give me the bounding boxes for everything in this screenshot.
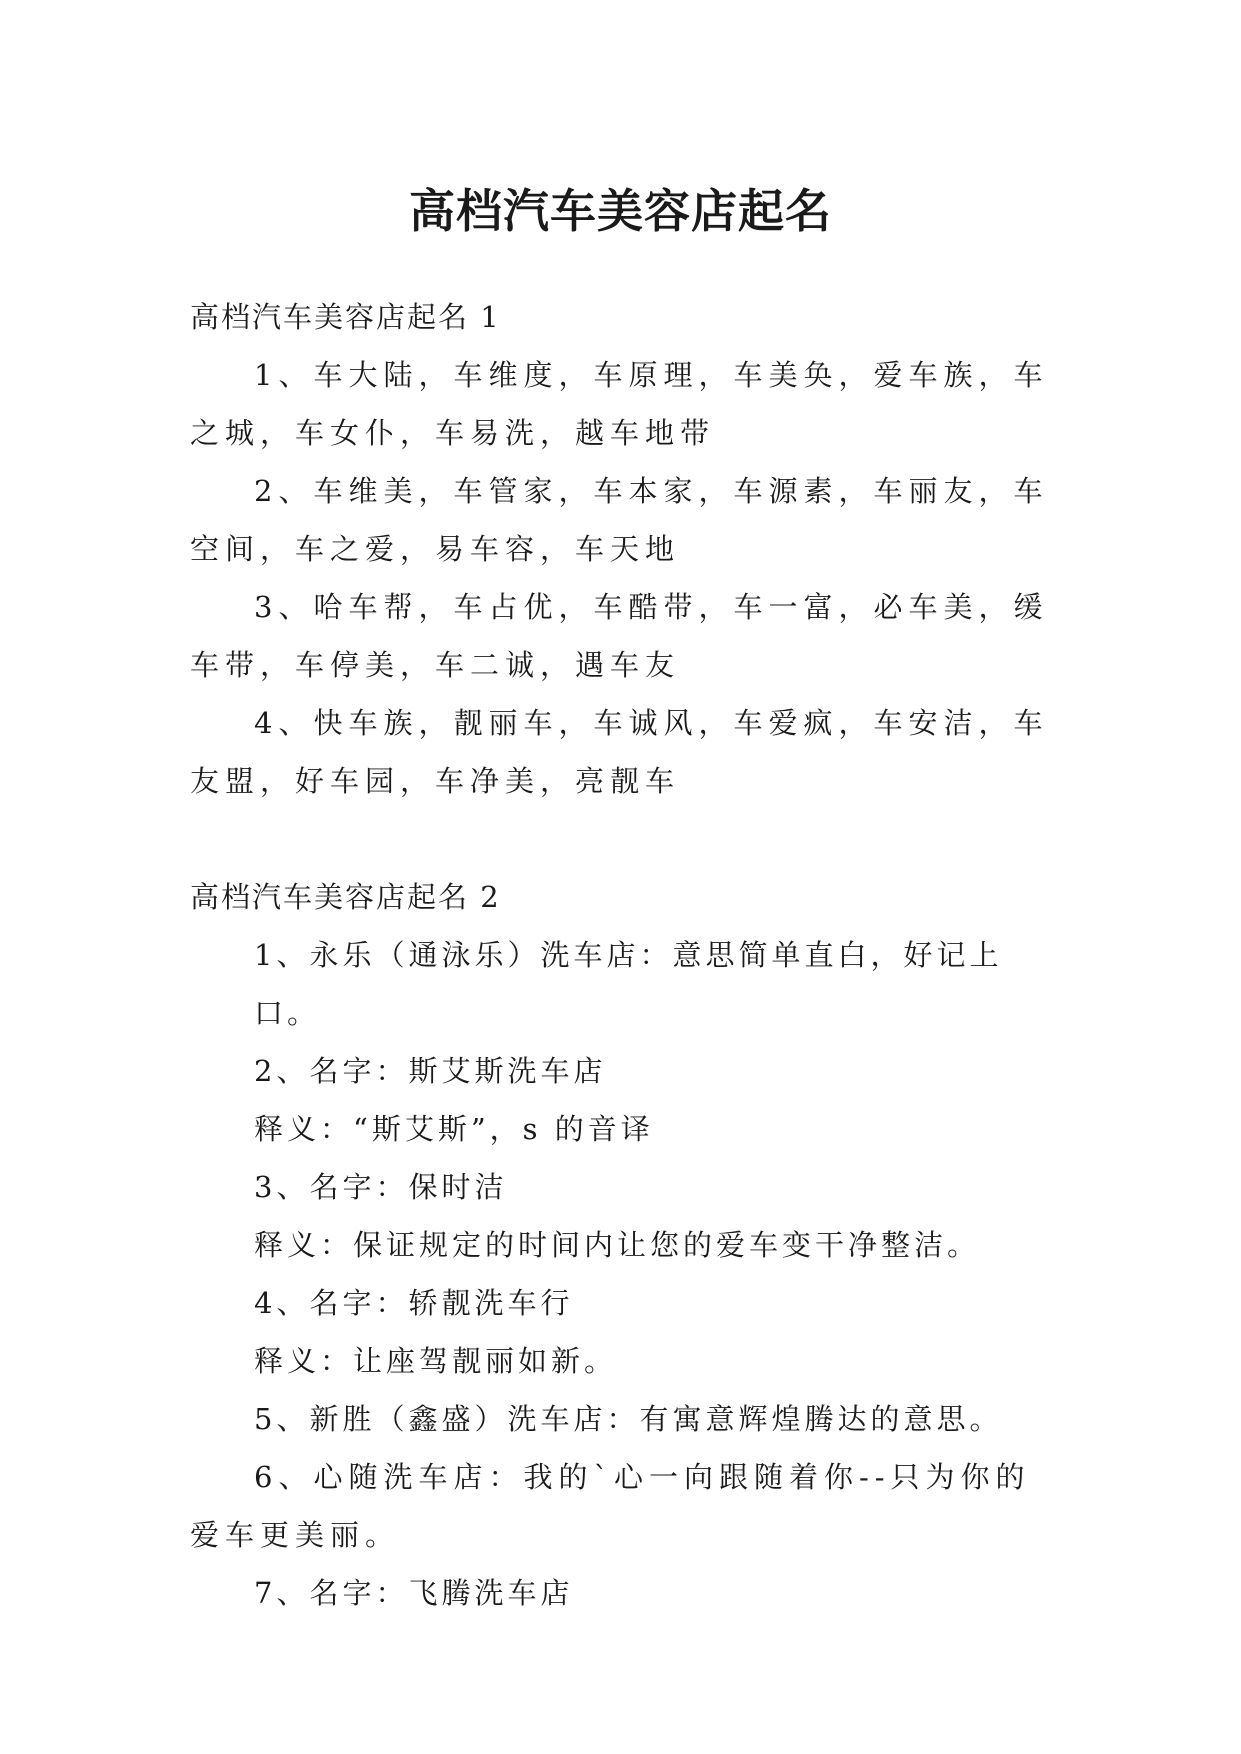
list-item: 2、名字：斯艾斯洗车店 — [254, 1054, 607, 1088]
list-item: 1、永乐（通泳乐）洗车店：意思简单直白，好记上口。 — [254, 938, 1003, 1030]
section-heading: 高档汽车美容店起名 2 — [190, 880, 501, 914]
list-item: 3、名字：保时洁 — [254, 1170, 508, 1204]
list-item: 1、车大陆，车维度，车原理，车美奂，爱车族，车之城，车女仆，车易洗，越车地带 — [190, 358, 1049, 450]
list-item: 4、快车族，靓丽车，车诚风，车爱疯，车安洁，车友盟，好车园，车净美，亮靓车 — [190, 706, 1049, 798]
list-item: 7、名字：飞腾洗车店 — [254, 1576, 574, 1610]
list-item: 4、名字：轿靓洗车行 — [254, 1286, 574, 1320]
section-heading: 高档汽车美容店起名 1 — [190, 300, 501, 334]
list-item: 3、哈车帮，车占优，车酷带，车一富，必车美，缓车带，车停美，车二诚，遇车友 — [190, 590, 1049, 682]
list-item: 5、新胜（鑫盛）洗车店：有寓意辉煌腾达的意思。 — [254, 1402, 1003, 1436]
section-1 — [190, 288, 1050, 810]
list-item: 2、车维美，车管家，车本家，车源素，车丽友，车空间，车之爱，易车容，车天地 — [190, 474, 1049, 566]
list-item-explanation: 释义：“斯艾斯”，s 的音译 — [254, 1112, 654, 1146]
document-title: 高档汽车美容店起名 — [409, 183, 832, 238]
section-spacer — [190, 810, 1050, 868]
list-item-explanation: 释义：保证规定的时间内让您的爱车变干净整洁。 — [254, 1228, 981, 1262]
list-item: 6、心随洗车店：我的`心一向跟随着你--只为你的爱车更美丽。 — [190, 1460, 1031, 1552]
section-2 — [190, 868, 1050, 1622]
document-body — [190, 288, 1050, 1622]
list-item-explanation: 释义：让座驾靓丽如新。 — [254, 1344, 618, 1378]
